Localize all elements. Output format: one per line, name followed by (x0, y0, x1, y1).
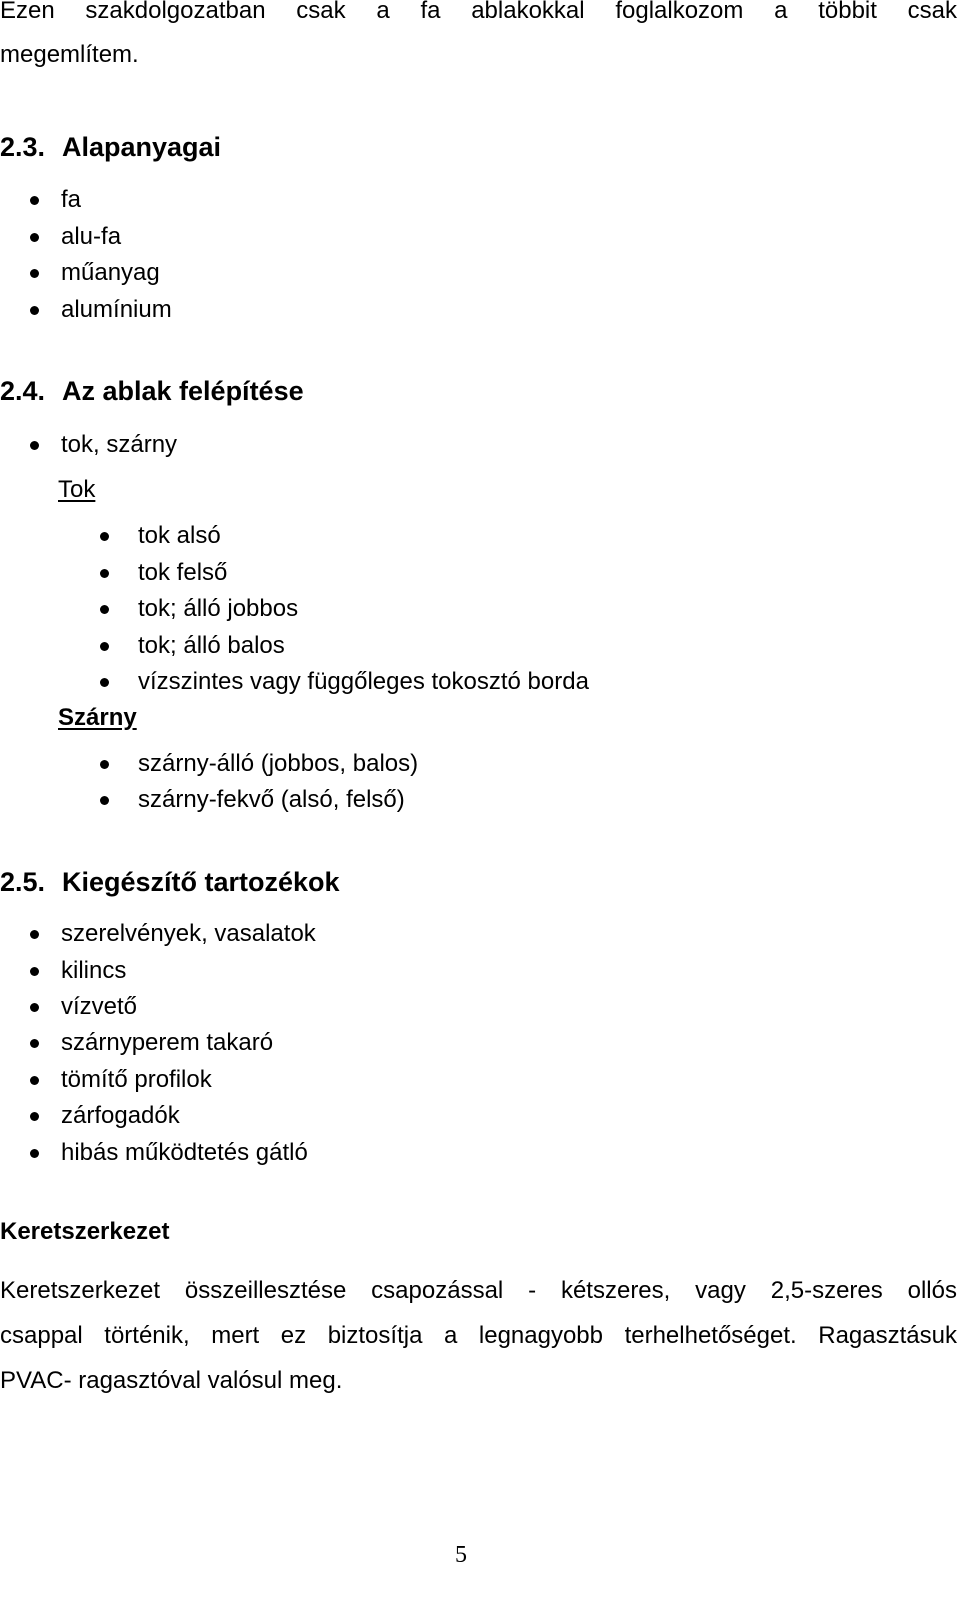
bullet-icon (30, 1112, 39, 1121)
bullet-icon (100, 760, 109, 769)
bullet-icon (100, 642, 109, 651)
section-2-4-number: 2.4. (0, 376, 46, 406)
section-2-3-number: 2.3. (0, 132, 46, 162)
intro-line-1: Ezen szakdolgozatban csak a fa ablakokkal foglalkozom a többit csak (0, 0, 957, 24)
keretszerkezet-line-2: csappal történik, mert ez biztosítja a legnagyobb terhelhetőséget. Ragasztásuk (0, 1322, 957, 1349)
bullet-icon (30, 1149, 39, 1158)
section-2-3-heading (0, 130, 222, 164)
section-2-4-heading (0, 374, 304, 408)
bullet-icon (30, 967, 39, 976)
tok-label: Tok (58, 476, 96, 503)
szarny-label: Szárny (58, 704, 137, 731)
bullet-icon (30, 930, 39, 939)
keretszerkezet-line-1: Keretszerkezet összeillesztése csapozással - kétszeres, vagy 2,5-szeres ollós (0, 1277, 957, 1304)
keretszerkezet-heading: Keretszerkezet (0, 1218, 170, 1245)
bullet-icon (100, 605, 109, 614)
bullet-icon (30, 233, 39, 242)
section-2-5-title: Kiegészítő tartozékok (62, 867, 340, 897)
page-number: 5 (455, 1542, 467, 1568)
section-2-5-heading (0, 865, 340, 899)
bullet-icon (30, 306, 39, 315)
bullet-icon (30, 1003, 39, 1012)
bullet-icon (30, 441, 39, 450)
bullet-icon (100, 569, 109, 578)
section-2-3-title: Alapanyagai (62, 132, 222, 162)
bullet-icon (100, 796, 109, 805)
bullet-icon (30, 1076, 39, 1085)
bullet-icon (100, 532, 109, 541)
bullet-icon (30, 196, 39, 205)
section-2-4-title: Az ablak felépítése (62, 376, 304, 406)
intro-line-2: megemlítem. (0, 41, 139, 68)
bullet-icon (30, 269, 39, 278)
bullet-icon (100, 678, 109, 687)
keretszerkezet-line-3: PVAC- ragasztóval valósul meg. (0, 1367, 343, 1394)
bullet-icon (30, 1039, 39, 1048)
section-2-5-number: 2.5. (0, 867, 46, 897)
